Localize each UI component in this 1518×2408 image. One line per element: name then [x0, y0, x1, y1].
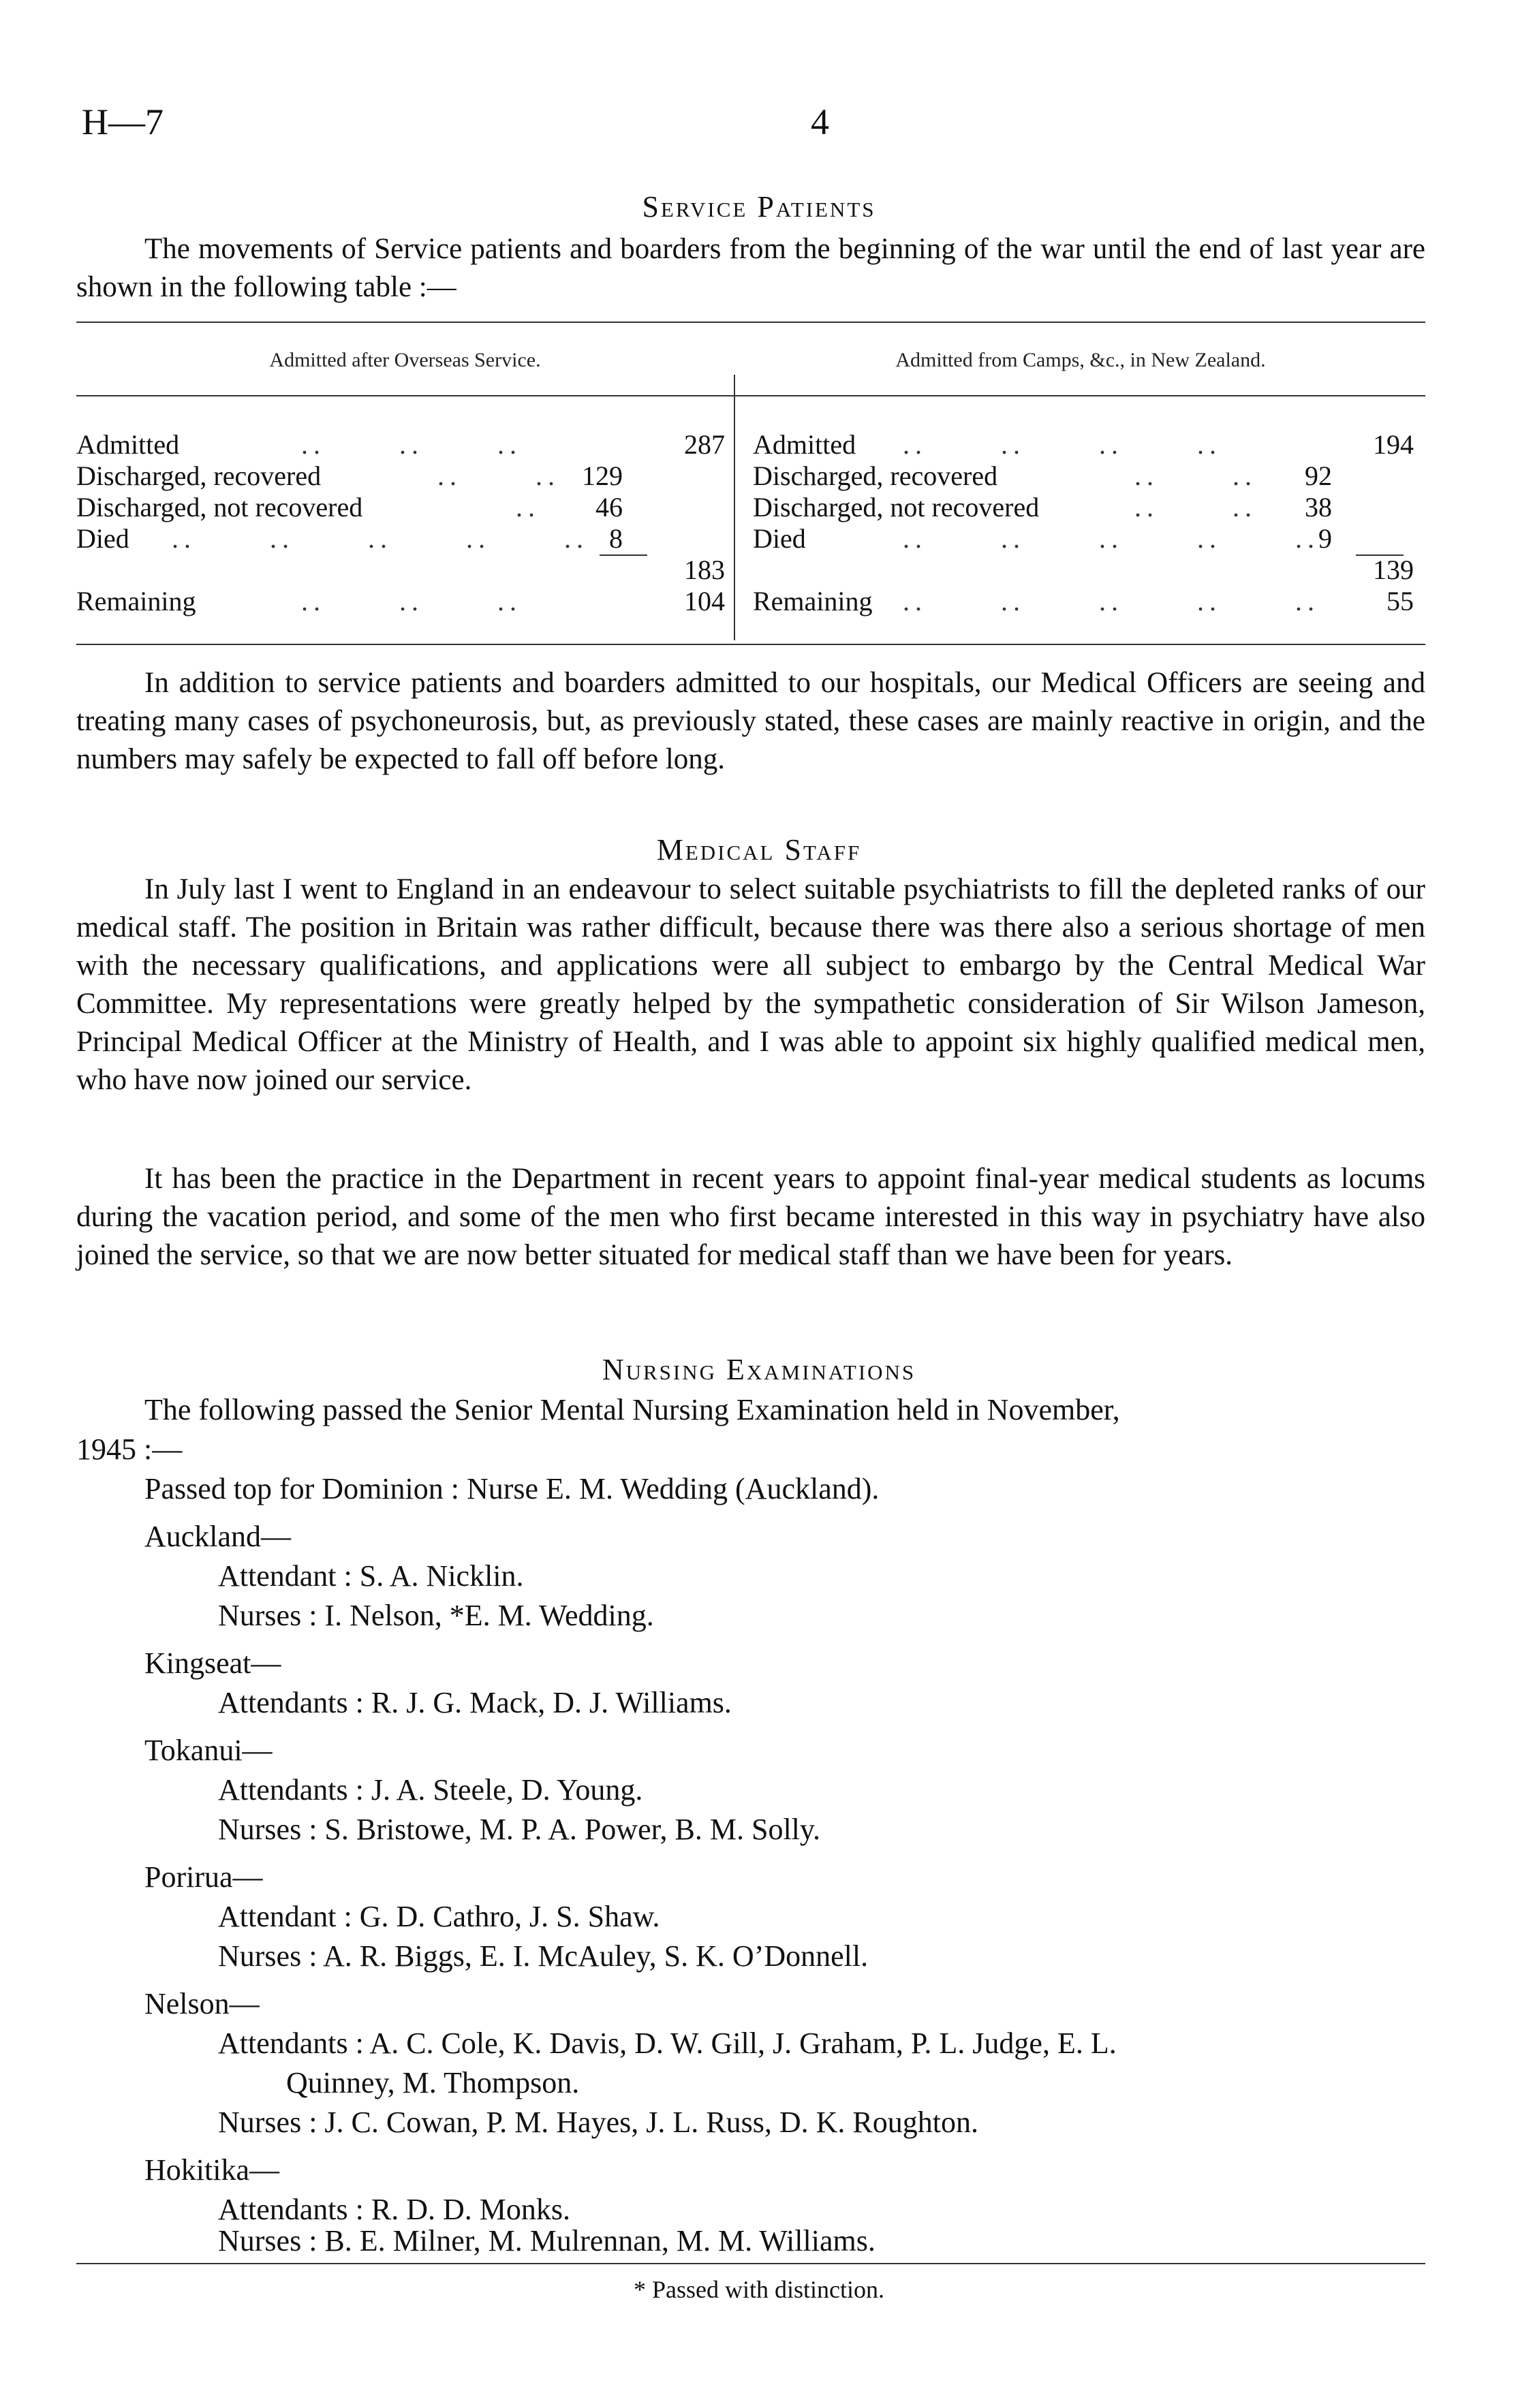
row-label: Died	[753, 523, 806, 554]
row-label: Discharged, not recovered	[76, 492, 363, 522]
row-label: Remaining	[753, 586, 873, 616]
service-patients-addition-paragraph: In addition to service patients and boarders admitted to our hospitals, our Medical Officers are seeing and treating many cases of psychoneurosis, but, as previously stated, these cases are mainly reactive in origin, and the numbers may safely be expected to fall off before long.	[76, 667, 1425, 775]
row-value: 139	[1373, 554, 1414, 585]
medical-staff-paragraph-1: In July last I went to England in an endeavour to select suitable psychiatrists to fill the depleted ranks of our medical staff. The position in Britain was rather difficult, because there was there also a serious shortage of men with the necessary qualifications, and applications were all subject to embargo by the Central Medical War Committee. My representations were greatly helped by the sympathetic consideration of Sir Wilson Jameson, Principal Medical Officer at the Ministry of Health, and I was able to appoint six highly qualified medical men, who have now joined our service.	[76, 873, 1425, 1096]
table-header-overseas: Admitted after Overseas Service.	[269, 349, 541, 371]
section-heading-nursing-examinations: Nursing Examinations	[602, 1353, 916, 1386]
attendants-line-continued: Quinney, M. Thompson.	[286, 2066, 580, 2099]
hospital-name: Auckland—	[144, 1520, 292, 1553]
row-label: Remaining	[76, 586, 196, 616]
row-value: 8	[609, 523, 623, 554]
row-value: 194	[1373, 429, 1414, 460]
section-heading-service-patients: Service Patients	[642, 190, 876, 223]
medical-staff-paragraph-2: It has been the practice in the Department in recent years to appoint final-year medical students as locums during the vacation period, and some of the men who first became interested in this way in psychiatry have also joined the service, so that we are now better situated for medical staff than we have been for years.	[76, 1163, 1425, 1271]
nursing-intro-line-2: 1945 :—	[76, 1433, 183, 1466]
attendants-line: Attendant : S. A. Nicklin.	[218, 1559, 524, 1593]
table-row: Admitted .. .. .. .. 194	[753, 429, 1414, 460]
row-label: Admitted	[753, 429, 856, 460]
attendants-line: Attendants : A. C. Cole, K. Davis, D. W. Gill, J. Graham, P. L. Judge, E. L.	[218, 2027, 1117, 2060]
nurses-line: Nurses : A. R. Biggs, E. I. McAuley, S. K. O’Donnell.	[218, 1939, 869, 1973]
section-heading-medical-staff: Medical Staff	[656, 833, 862, 866]
hospital-name: Hokitika—	[144, 2153, 279, 2187]
document-reference: H—7	[82, 101, 164, 142]
row-value: 129	[582, 460, 623, 491]
passed-top-line: Passed top for Dominion : Nurse E. M. Wedding (Auckland).	[144, 1472, 880, 1505]
table-row: Discharged, recovered .. .. 129	[76, 460, 623, 491]
table-row: Died .. .. .. .. .. 8	[76, 523, 623, 554]
table-header-new-zealand: Admitted from Camps, &c., in New Zealand.	[895, 349, 1266, 371]
row-label: Discharged, not recovered	[753, 492, 1040, 522]
table-top-rule	[76, 322, 1425, 323]
attendants-line: Attendants : R. D. D. Monks.	[218, 2193, 570, 2226]
table-row	[76, 554, 730, 586]
nurses-line: Nurses : I. Nelson, *E. M. Wedding.	[218, 1599, 654, 1632]
hospital-name: Tokanui—	[144, 1734, 273, 1767]
hospital-name: Nelson—	[144, 1987, 260, 2020]
hospital-name: Kingseat—	[144, 1646, 281, 1680]
page-number: 4	[811, 101, 829, 142]
row-value: 183	[684, 554, 725, 585]
footnote: * Passed with distinction.	[634, 2276, 884, 2303]
row-value: 38	[1305, 492, 1332, 522]
table-bottom-rule	[76, 644, 1425, 645]
row-label: Discharged, recovered	[753, 460, 998, 491]
table-column-divider	[734, 375, 735, 640]
row-value: 104	[684, 586, 725, 616]
hospital-name: Porirua—	[144, 1860, 263, 1894]
table-row	[753, 554, 1424, 586]
row-value: 287	[684, 429, 725, 460]
row-label: Admitted	[76, 429, 180, 460]
attendants-line: Attendants : J. A. Steele, D. Young.	[218, 1773, 643, 1807]
nurses-line: Nurses : S. Bristowe, M. P. A. Power, B. M. Solly.	[218, 1813, 821, 1846]
nursing-intro-line-1: The following passed the Senior Mental Nursing Examination held in November,	[144, 1393, 1120, 1426]
service-patients-intro: The movements of Service patients and boarders from the beginning of the war until the end of last year are shown in the following table :—	[76, 233, 1425, 303]
running-head	[82, 101, 1424, 148]
row-value: 55	[1387, 586, 1414, 616]
table-header-rule	[76, 395, 1425, 396]
row-value: 92	[1305, 460, 1332, 491]
attendants-line: Attendant : G. D. Cathro, J. S. Shaw.	[218, 1900, 660, 1933]
nurses-line: Nurses : B. E. Milner, M. Mulrennan, M. M. Williams.	[218, 2224, 876, 2257]
table-row: Remaining .. .. .. .. .. 55	[753, 586, 1414, 616]
row-value: 9	[1318, 523, 1332, 554]
nurses-line: Nurses : J. C. Cowan, P. M. Hayes, J. L. Russ, D. K. Roughton.	[218, 2106, 978, 2139]
row-value: 46	[595, 492, 623, 522]
table-row: Remaining .. .. .. 104	[76, 586, 725, 616]
table-row: Discharged, recovered .. .. 92	[753, 460, 1332, 491]
table-row: Died .. .. .. .. .. 9	[753, 523, 1332, 554]
footnote-rule	[76, 2263, 1425, 2264]
table-row: Discharged, not recovered .. 46	[76, 492, 623, 522]
row-label: Died	[76, 523, 129, 554]
table-row: Discharged, not recovered .. .. 38	[753, 492, 1332, 522]
attendants-line: Attendants : R. J. G. Mack, D. J. Williams.	[218, 1686, 732, 1719]
row-label: Discharged, recovered	[76, 460, 322, 491]
table-row: Admitted .. .. .. 287	[76, 429, 725, 460]
